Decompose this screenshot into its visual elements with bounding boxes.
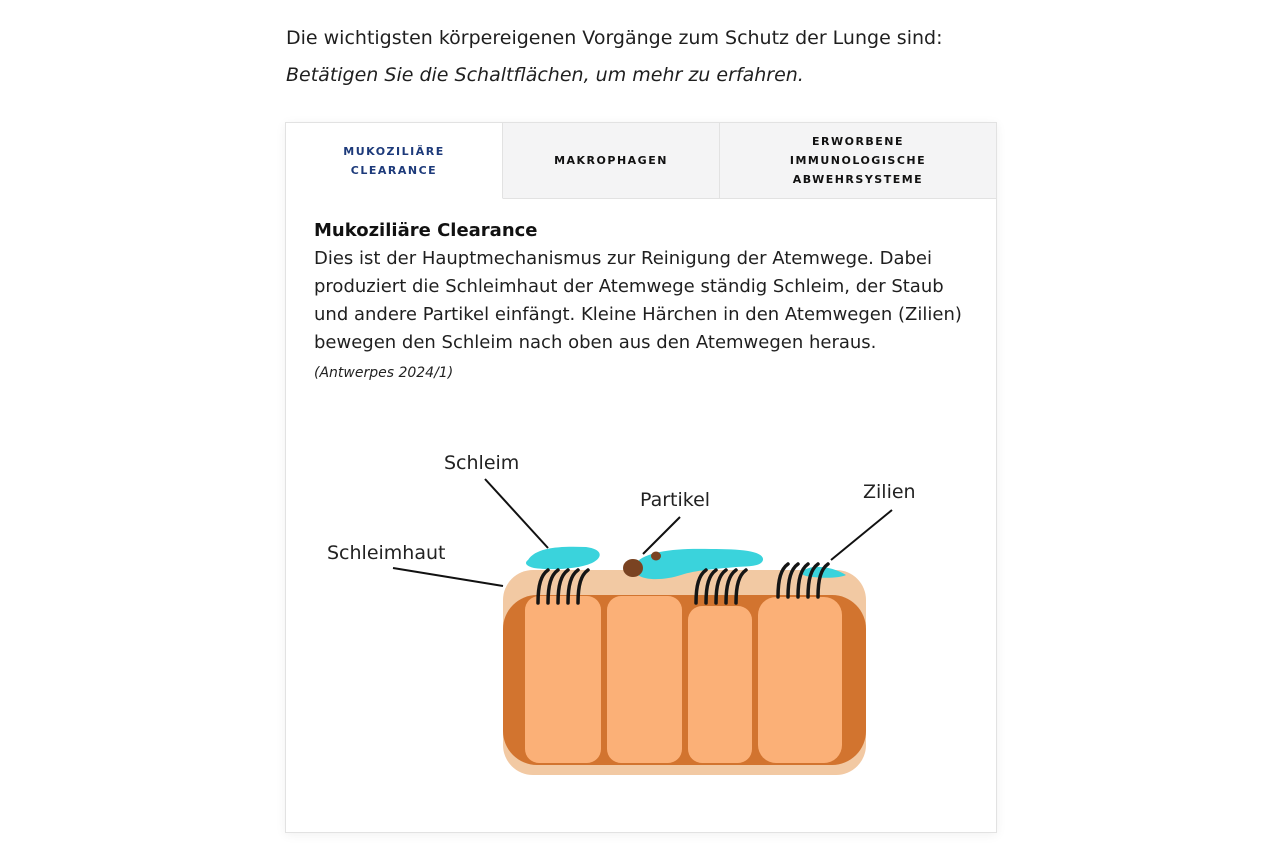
particle-large (623, 559, 643, 577)
leader-partikel (643, 517, 680, 554)
label-schleimhaut: Schleimhaut (327, 542, 446, 564)
cell-4 (758, 597, 842, 763)
particle-small (651, 552, 661, 561)
panel-title: Mukoziliäre Clearance (314, 220, 538, 241)
tab-erworbene-abwehrsysteme[interactable]: ERWORBENE IMMUNOLOGISCHE ABWEHRSYSTEME (719, 123, 996, 199)
intro-text: Die wichtigsten körpereigenen Vorgänge zum Schutz der Lunge sind: (286, 27, 943, 49)
panel-source: (Antwerpes 2024/1) (314, 365, 454, 381)
cell-1 (525, 596, 601, 763)
cell-3 (688, 606, 752, 763)
mucociliary-diagram (286, 123, 998, 834)
hint-text: Betätigen Sie die Schaltflächen, um mehr zu erfahren. (286, 64, 804, 86)
tab-mukoziliaere-clearance[interactable]: MUKOZILIÄRE CLEARANCE (286, 123, 503, 199)
leader-zilien (831, 510, 892, 560)
label-zilien: Zilien (863, 481, 916, 503)
label-schleim: Schleim (444, 452, 520, 474)
leader-schleimhaut (393, 568, 503, 586)
panel-text: Dies ist der Hauptmechanismus zur Reinigung der Atemwege. Dabei produziert die Schleimhaut der Atemwege ständig Schleim, der Staub und andere Partikel einfängt. Kleine Härchen in den Atemwegen (Zilien) bewegen den Schleim nach oben aus den Atemwegen heraus. (314, 248, 962, 353)
cell-2 (607, 596, 682, 763)
tab-card (285, 122, 997, 833)
mucus-blob-left (526, 547, 600, 569)
tab-makrophagen[interactable]: MAKROPHAGEN (503, 123, 719, 199)
leader-schleim (485, 479, 548, 548)
label-partikel: Partikel (640, 489, 711, 511)
